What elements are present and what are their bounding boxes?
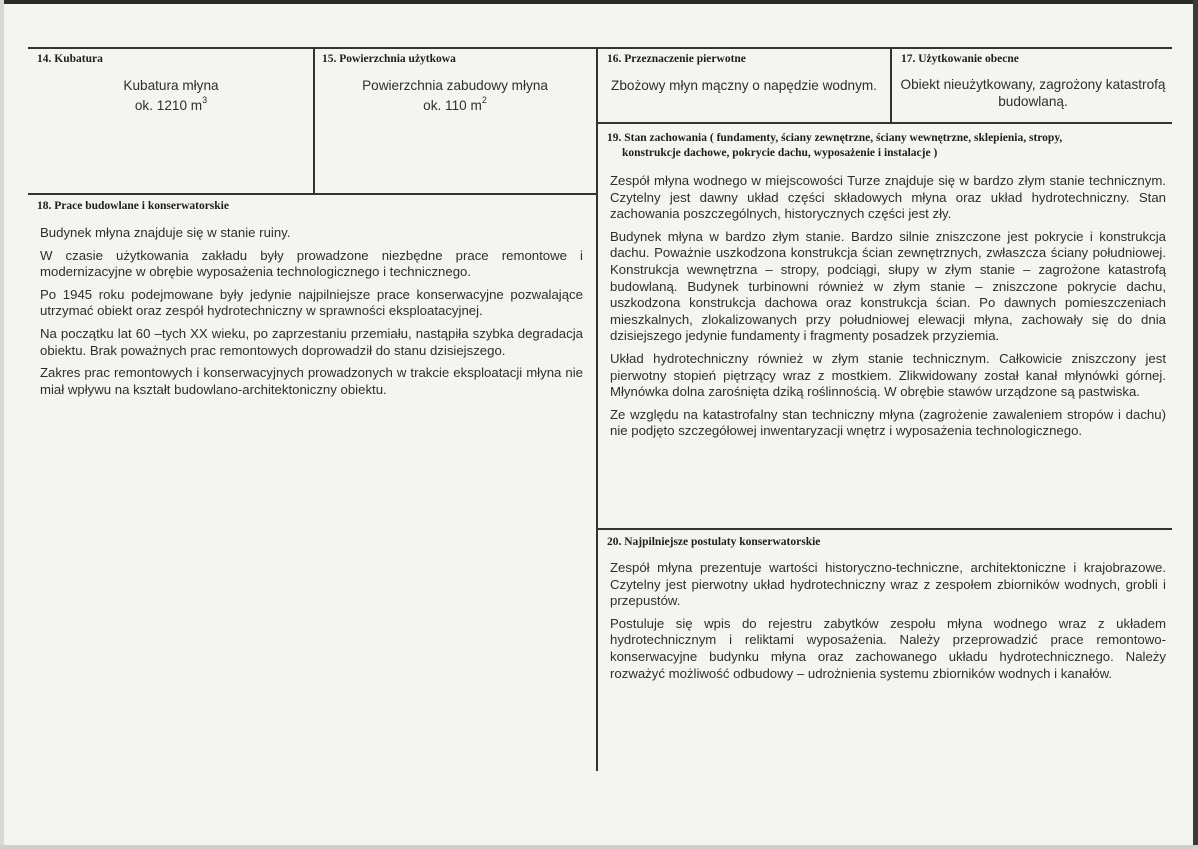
section-17-line2: budowlaną.	[998, 94, 1068, 109]
section-14-title: 14. Kubatura	[37, 53, 103, 65]
grid-line-top	[28, 47, 1172, 49]
section-18-paragraph: Zakres prac remontowych i konserwacyjnych prowadzonych w trakcie eksploatacji młyna nie miał wpływu na kształt budowlano-architektoniczny obiektu.	[40, 365, 583, 397]
section-19-title-line2: konstrukcje dachowe, pokrycie dachu, wyposażenie i instalacje )	[622, 147, 938, 159]
area-unit-exponent: 2	[481, 95, 487, 106]
volume-value: ok. 1210 m	[134, 98, 203, 113]
section-19-paragraph: Budynek młyna w bardzo złym stanie. Bardzo silnie zniszczone jest pokrycie i konstrukcja dachu. Poważnie uszkodzona konstrukcja ścian zewnętrznych, zwłaszcza ściany południowej. Konstrukcja wewnętrzna – stropy, podciągi, słupy w złym stanie – zagrożone katastrofą budowlaną. Budynek turbinowni również w złym stanie – zniszczone pokrycie dachu, uszkodzona konstrukcja dachowa oraz konstrukcja ścian. Po dawnych pomieszczeniach mieszkalnych, zlokalizowanych przy południowej elewacji młyna, zachowały się do dnia dzisiejszego jedynie fundamenty i fragmenty posadzek przyziemia.	[610, 228, 1166, 344]
section-14-value	[30, 96, 312, 116]
section-19-paragraph: Zespół młyna wodnego w miejscowości Turze znajduje się w bardzo złym stanie technicznym. Czytelny jest dawny układ części składowych młyna oraz układ hydrotechniczny. Stan zachowania poszczególnych, historycznych części jest zły.	[610, 173, 1166, 222]
scan-edge-left	[0, 0, 4, 849]
section-16-text: Zbożowy młyn mączny o napędzie wodnym.	[611, 78, 877, 93]
section-19-title	[607, 131, 1167, 161]
section-20-title: 20. Najpilniejsze postulaty konserwatorskie	[607, 536, 821, 548]
scan-edge-right	[1193, 0, 1198, 849]
section-19-title-line1: 19. Stan zachowania ( fundamenty, ściany zewnętrzne, ściany wewnętrzne, sklepienia, stropy,	[607, 132, 1063, 144]
section-18-paragraph: Budynek młyna znajduje się w stanie ruiny.	[40, 225, 291, 240]
section-17-line1: Obiekt nieużytkowany, zagrożony katastrofą	[900, 77, 1166, 92]
grid-line-v2	[596, 47, 598, 771]
section-14-content	[30, 76, 312, 116]
section-15-label: Powierzchnia zabudowy młyna	[362, 78, 548, 93]
grid-line-right-lower	[596, 528, 1172, 530]
grid-line-right-upper	[596, 122, 1172, 124]
grid-line-v1	[313, 47, 315, 194]
scan-edge-bottom	[0, 845, 1198, 849]
section-19-paragraph: Układ hydrotechniczny również w złym stanie technicznym. Całkowicie zniszczony jest pierwotny stopień piętrzący wraz z mostkiem. Zlikwidowany został kanał młynówki górnej. Młynówka dolna zarośnięta dziką roślinnością. W obrębie stawów urządzone są pastwiska.	[610, 350, 1166, 400]
section-19-body	[610, 173, 1166, 446]
section-17-content	[892, 76, 1174, 110]
section-19-paragraph: Ze względu na katastrofalny stan techniczny młyna (zagrożenie zawaleniem stropów i dachu) nie podjęto szczegółowej inwentaryzacji wnętrz i wyposażenia technologicznego.	[610, 406, 1166, 439]
section-20-paragraph: Postuluje się wpis do rejestru zabytków zespołu młyna wodnego wraz z układem hydrotechnicznym i reliktami wyposażenia. Należy przeprowadzić prace remontowo-konserwacyjne budynku młyna oraz zachowanego układu hydrotechnicznego. Należy rozważyć możliwość odbudowy – udrożnienia systemu zbiorników wodnych i kanałów.	[610, 615, 1166, 681]
section-16-title: 16. Przeznaczenie pierwotne	[607, 53, 746, 65]
scan-edge-top	[0, 0, 1198, 4]
section-15-content	[315, 76, 595, 116]
section-15-title: 15. Powierzchnia użytkowa	[322, 53, 456, 65]
section-15-value	[315, 96, 595, 116]
section-17-title: 17. Użytkowanie obecne	[901, 53, 1019, 65]
section-18-body	[40, 225, 583, 404]
volume-unit-exponent: 3	[202, 95, 208, 106]
area-value: ok. 110 m	[423, 98, 482, 113]
grid-line-left-mid	[28, 193, 597, 195]
section-18-paragraph: Po 1945 roku podejmowane były jedynie najpilniejsze prace konserwacyjne pozwalające utrzymać obiekt oraz zespół hydrotechniczny w sprawności eksploatacyjnej.	[40, 286, 583, 319]
section-14-label: Kubatura młyna	[123, 78, 219, 93]
section-20-body	[610, 560, 1166, 688]
section-18-paragraph: Na początku lat 60 –tych XX wieku, po zaprzestaniu przemiału, nastąpiła szybka degradacja obiektu. Brak poważnych prac remontowych doprowadził do stanu dzisiejszego.	[40, 325, 583, 358]
section-18-paragraph: W czasie użytkowania zakładu były prowadzone niezbędne prace remontowe i modernizacyjne w obrębie wyposażenia technologicznego i technicznego.	[40, 247, 583, 280]
section-20-paragraph: Zespół młyna prezentuje wartości historyczno-techniczne, architektoniczne i krajobrazowe. Czytelny jest pierwotny układ hydrotechniczny wraz z zespołem zbiorników wodnych, grobli i przepustów.	[610, 560, 1166, 609]
section-18-title: 18. Prace budowlane i konserwatorskie	[37, 200, 229, 212]
